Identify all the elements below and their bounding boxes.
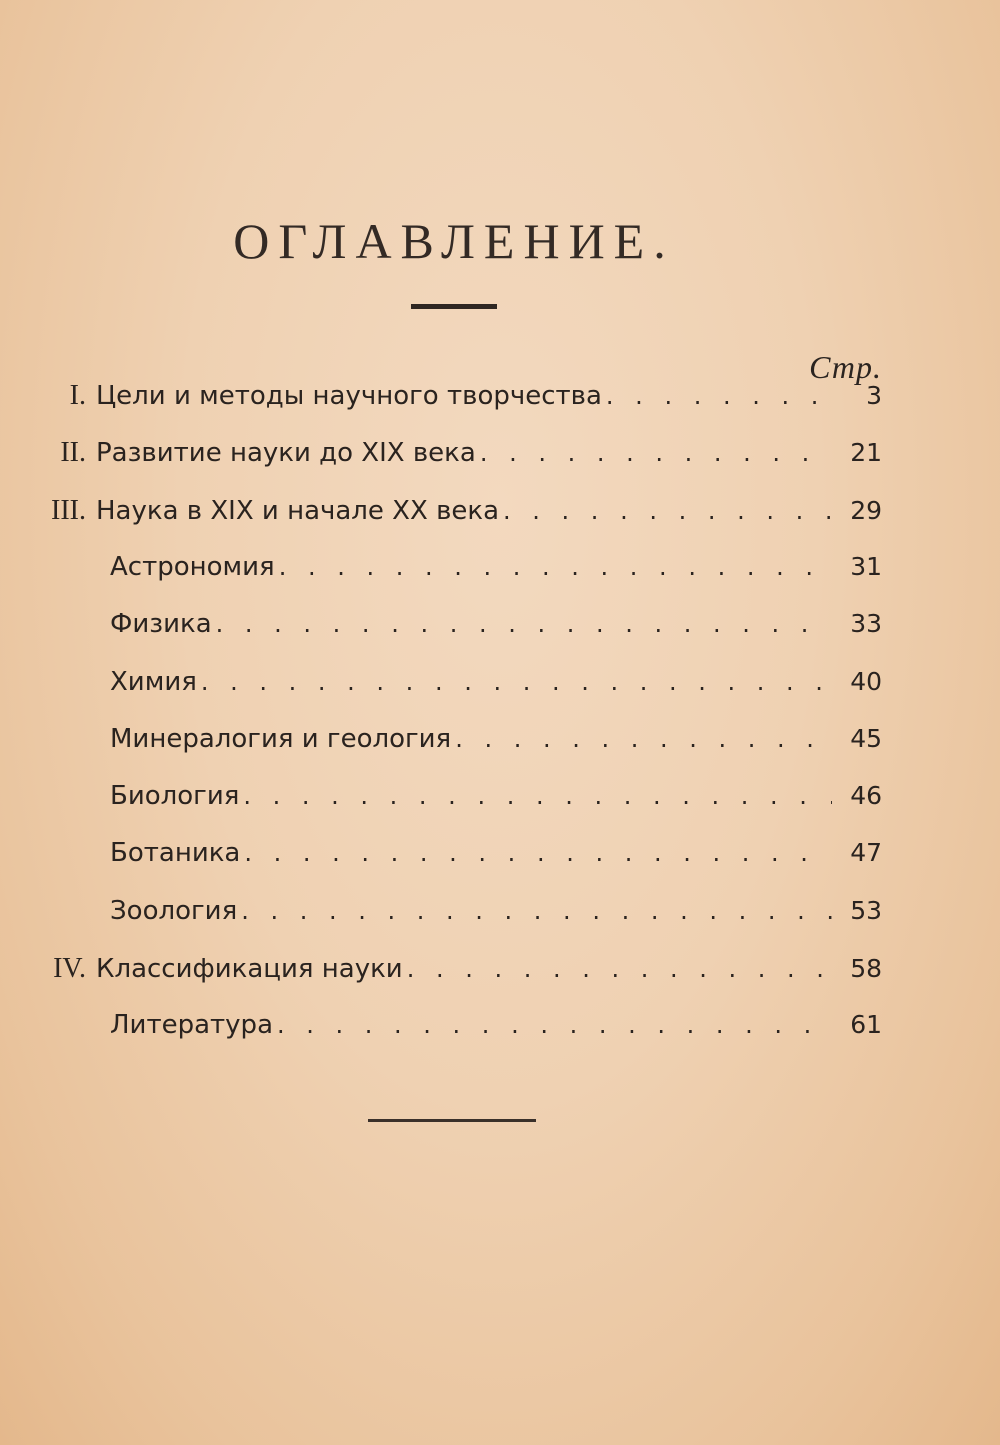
toc-entry-title: Классификация науки <box>96 954 403 984</box>
page-title: ОГЛАВЛЕНИЕ. <box>233 213 675 269</box>
page-column-label: Стр. <box>809 349 882 385</box>
toc-entry <box>0 838 882 888</box>
toc-entry <box>0 724 882 774</box>
toc-entry <box>0 380 882 430</box>
toc-dot-leader <box>503 497 832 525</box>
toc-entry-title: Зоология <box>110 895 238 926</box>
title-underline <box>411 304 497 309</box>
toc-dot-leader <box>407 955 832 983</box>
toc-dot-leader <box>455 725 832 753</box>
toc-entry-title: Наука в XIX и начале XX века <box>96 495 500 526</box>
toc-entry-title: Ботаника <box>110 838 241 869</box>
toc-entry <box>0 896 882 946</box>
toc-entry-title: Литература <box>110 1010 273 1041</box>
toc-entry-page-number: 58 <box>850 954 882 983</box>
toc-entry-number: I. <box>69 380 86 411</box>
toc-dot-leader <box>244 839 832 867</box>
toc-entry-title: Развитие науки до XIX века <box>96 438 476 469</box>
toc-entry-page-number: 47 <box>850 838 882 868</box>
toc-entry <box>0 1010 882 1060</box>
toc-entry-number: III. <box>51 494 86 526</box>
toc-entry <box>0 552 882 602</box>
toc-entry-page-number: 53 <box>850 895 882 925</box>
toc-entry-title: Минералогия и геология <box>110 723 452 754</box>
toc-entry-number: IV. <box>53 953 86 984</box>
toc-entry-page-number: 21 <box>850 438 882 468</box>
toc-dot-leader <box>279 553 832 581</box>
toc-dot-leader <box>480 439 832 467</box>
toc-entry-title: Физика <box>110 609 212 640</box>
toc-entry <box>0 953 882 1003</box>
toc-entry <box>0 781 882 831</box>
toc-dot-leader <box>277 1011 832 1039</box>
toc-entry-page-number: 61 <box>850 1010 882 1040</box>
toc-dot-leader <box>606 382 832 410</box>
closing-rule <box>368 1119 536 1122</box>
toc-entry-page-number: 46 <box>850 781 882 811</box>
toc-entry <box>0 667 882 717</box>
toc-dot-leader <box>216 610 832 638</box>
toc-entry <box>0 437 882 487</box>
toc-dot-leader <box>241 897 832 925</box>
toc-entry <box>0 495 882 545</box>
toc-entry-page-number: 29 <box>850 495 882 525</box>
toc-entry <box>0 609 882 659</box>
toc-entry-page-number: 45 <box>850 723 882 753</box>
toc-dot-leader <box>201 668 832 696</box>
toc-entry-page-number: 40 <box>850 666 882 696</box>
toc-entry-number: II. <box>60 437 86 469</box>
toc-dot-leader <box>243 782 832 810</box>
toc-entry-title: Биология <box>110 781 240 812</box>
toc-entry-page-number: 33 <box>850 609 882 639</box>
toc-entry-page-number: 3 <box>866 381 882 410</box>
toc-entry-title: Цели и методы научного творчества <box>96 381 602 411</box>
toc-entry-page-number: 31 <box>850 551 882 581</box>
toc-entry-title: Химия <box>110 666 197 697</box>
toc-entry-title: Астрономия <box>110 551 275 582</box>
